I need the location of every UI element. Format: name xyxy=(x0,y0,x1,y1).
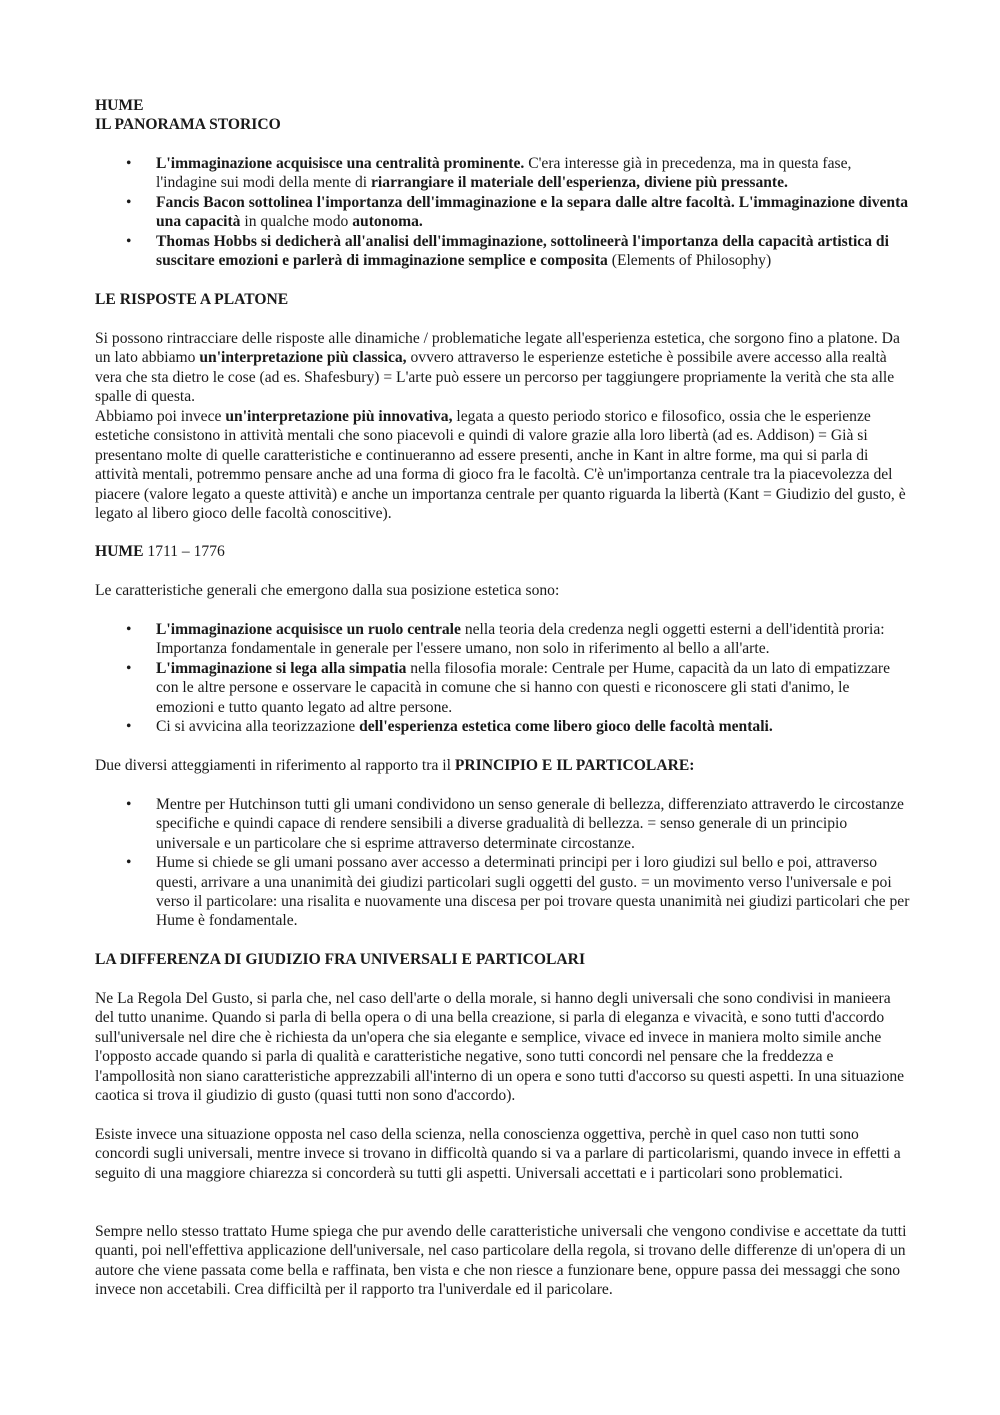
text-run: Abbiamo poi invece xyxy=(95,408,226,425)
text-run: in qualche modo xyxy=(240,213,353,231)
bold-text-run: dell'esperienza estetica come libero gioco delle facoltà mentali. xyxy=(359,718,773,736)
bold-text-run: L'immaginazione acquisisce una centralità prominente. xyxy=(156,155,525,172)
heading-hume: HUME xyxy=(95,97,144,114)
risposte-paragraph-2 xyxy=(95,407,910,523)
differenza-paragraph-3: Sempre nello stesso trattato Hume spiega che pur avendo delle caratteristiche universali che vengono condivise e accettate da tutti quanti, poi nell'effettiva applicazione dell'universale, nel caso particolare della regola, si trovano delle differenze di un'opera di un autore che viene passata come bella e raffinata, ben vista e che non riesce a funzionare bene, oppure passa dei messaggi che sono invece non accetabili. Crea difficiltà per il rapporto tra l'univerdale ed il paricolare. xyxy=(95,1223,907,1299)
differenza-paragraph-1: Ne La Regola Del Gusto, si parla che, nel caso dell'arte o della morale, si hanno degli universali che sono condivisi in manieera del tutto unanime. Quando si parla di bella opera o di una bella creazione, si parla di eleganza e vivacità, e sono tutti d'accordo sull'universale nel dire che è richiesta da un'opera che sia elegante e semplice, vivace ed invece in maniera molto simile anche l'opposto accade quando si parla di qualità e caratteristiche negative, sono tutti concordi nel pensare che la freddezza e l'ampollosità non siano caratteristiche apprezzabili all'interno di un opera e sono tutti d'accorso su questi aspetti. In una situazione caotica si trova il giudizio di gusto (quasi tutti non sono d'accordo). xyxy=(95,990,905,1105)
text-run: nella filosofia morale: Centrale per Hume, capacità da un lato di empatizzare con le altre persone e osservare le capacità in comune che si hanno con questi e riconoscere gli stati d'animo, le emozioni e tutto quanto legato ad altre persone. xyxy=(156,659,890,716)
bold-text-run: HUME xyxy=(95,543,144,560)
bold-text-run: riarrangiare il materiale dell'esperienza, diviene più pressante. xyxy=(371,174,788,192)
text-run: Ci si avvicina alla teorizzazione xyxy=(156,718,360,736)
list-item xyxy=(95,853,910,931)
list-item xyxy=(95,795,910,853)
text-run: Due diversi atteggiamenti in riferimento al rapporto tra il xyxy=(95,757,455,774)
text-run: legata a questo periodo storico e filosofico, ossia che le esperienze estetiche consistono in attività mentali che sono piacevoli e quindi di valore grazie alla loro libertà (ad es. Addison) = Già si presentano molte di quelle caratteristiche e continueranno ad essere presenti, anche in Kant in altre forme, ma qui si parla di attività mentali, potremmo pensare anche ad una forma di gioco fra le facoltà. C'è un'importanza centrale tra la piacevolezza del piacere (valore legato a queste attività) e anche un importanza centrale per quanto riguarda la libertà (Kant = Giudizio del gusto, è legato al libero gioco delle facoltà conoscitive). xyxy=(95,408,906,523)
bold-text-run: Thomas Hobbs si dedicherà all'analisi dell'immaginazione, sottolineerà l'importanza della capacità artistica di suscitare emozioni e parlerà di immaginazione semplice e composita xyxy=(156,232,889,270)
bold-text-run: autonoma. xyxy=(352,213,423,231)
list-item xyxy=(95,154,910,193)
list-item xyxy=(95,232,910,271)
caratteristiche-intro: Le caratteristiche generali che emergono dalla sua posizione estetica sono: xyxy=(95,582,560,599)
risposte-paragraph-1 xyxy=(95,329,910,407)
bold-text-run: L'immaginazione si lega alla simpatia xyxy=(156,659,407,677)
list-item xyxy=(95,620,910,659)
text-run: Hume si chiede se gli umani possano aver accesso a determinati principi per i loro giudizi sul bello e poi, attraverso questi, arrivare a una unanimità dei giudizi particolari sugli oggetti del gusto. = un movimento verso l'universale e poi verso il particolare: una risalita e nuovamente una discesa per poi trovare questa unanimità nei giudizi particolari che per Hume è fondamentale. xyxy=(156,854,910,930)
atteggiamenti-intro xyxy=(95,756,910,775)
heading-differenza: LA DIFFERENZA DI GIUDIZIO FRA UNIVERSALI E PARTICOLARI xyxy=(95,951,586,968)
text-run: ovvero attraverso le esperienze estetiche è possibile avere accesso alla realtà vera che sta dietro le cose (ad es. Shafesbury) = L'arte può essere un percorso per taggiungere propriamente la verità che sta alle spalle di questa. xyxy=(95,349,895,406)
bold-text-run: un'interpretazione più classica, xyxy=(199,349,407,367)
text-run: nella teoria dela credenza negli oggetti esterni a dell'identità proria: Importanza fondamentale in generale per l'essere umano, non solo in riferimento al bello a all'arte. xyxy=(156,621,885,658)
caratteristiche-list xyxy=(95,620,910,736)
bold-text-run: un'interpretazione più innovativa, xyxy=(225,408,453,425)
bold-text-run: PRINCIPIO E IL PARTICOLARE: xyxy=(454,757,695,774)
differenza-paragraph-2: Esiste invece una situazione opposta nel caso della scienza, nella conoscienza oggettiva, perchè in quel caso non tutti sono concordi sugli universali, mentre invece si trovano in difficoltà quando si va a parlare di particolarismi, quando invece in effetti a seguito di una maggiore chiarezza si concorderà su tutti gli aspetti. Universali accettati e i particolari sono problematici. xyxy=(95,1126,901,1182)
heading-risposte: LE RISPOSTE A PLATONE xyxy=(95,291,289,308)
heading-panorama: IL PANORAMA STORICO xyxy=(95,116,281,133)
text-run: Mentre per Hutchinson tutti gli umani condividono un senso generale di bellezza, differenziato attraverdo le circostanze specifiche e quindi capace di rendere sensibili a diverse gradualità di bellezza. = senso generale di un principio universale e un particolare che si esprime attraverso determinate circostanze. xyxy=(156,796,904,852)
hume-dates xyxy=(95,542,910,561)
bold-text-run: Fancis Bacon sottolinea l'importanza dell'immaginazione e la separa dalle altre facoltà. xyxy=(156,193,735,211)
list-item xyxy=(95,193,910,232)
bold-text-run: L'immaginazione diventa una capacità xyxy=(156,193,909,231)
list-item xyxy=(95,659,910,717)
list-item xyxy=(95,717,910,736)
text-run: 1711 – 1776 xyxy=(143,543,225,560)
text-run: C'era interesse già in precedenza, ma in questa fase, l'indagine sui modi della mente di xyxy=(156,155,852,192)
panorama-list xyxy=(95,154,910,270)
text-run: Si possono rintracciare delle risposte alle dinamiche / problematiche legate all'esperienza estetica, che sorgono fino a platone. Da un lato abbiamo xyxy=(95,330,900,367)
text-run: (Elements of Philosophy) xyxy=(607,252,772,270)
atteggiamenti-list xyxy=(95,795,910,931)
bold-text-run: L'immaginazione acquisisce un ruolo centrale xyxy=(156,621,461,638)
